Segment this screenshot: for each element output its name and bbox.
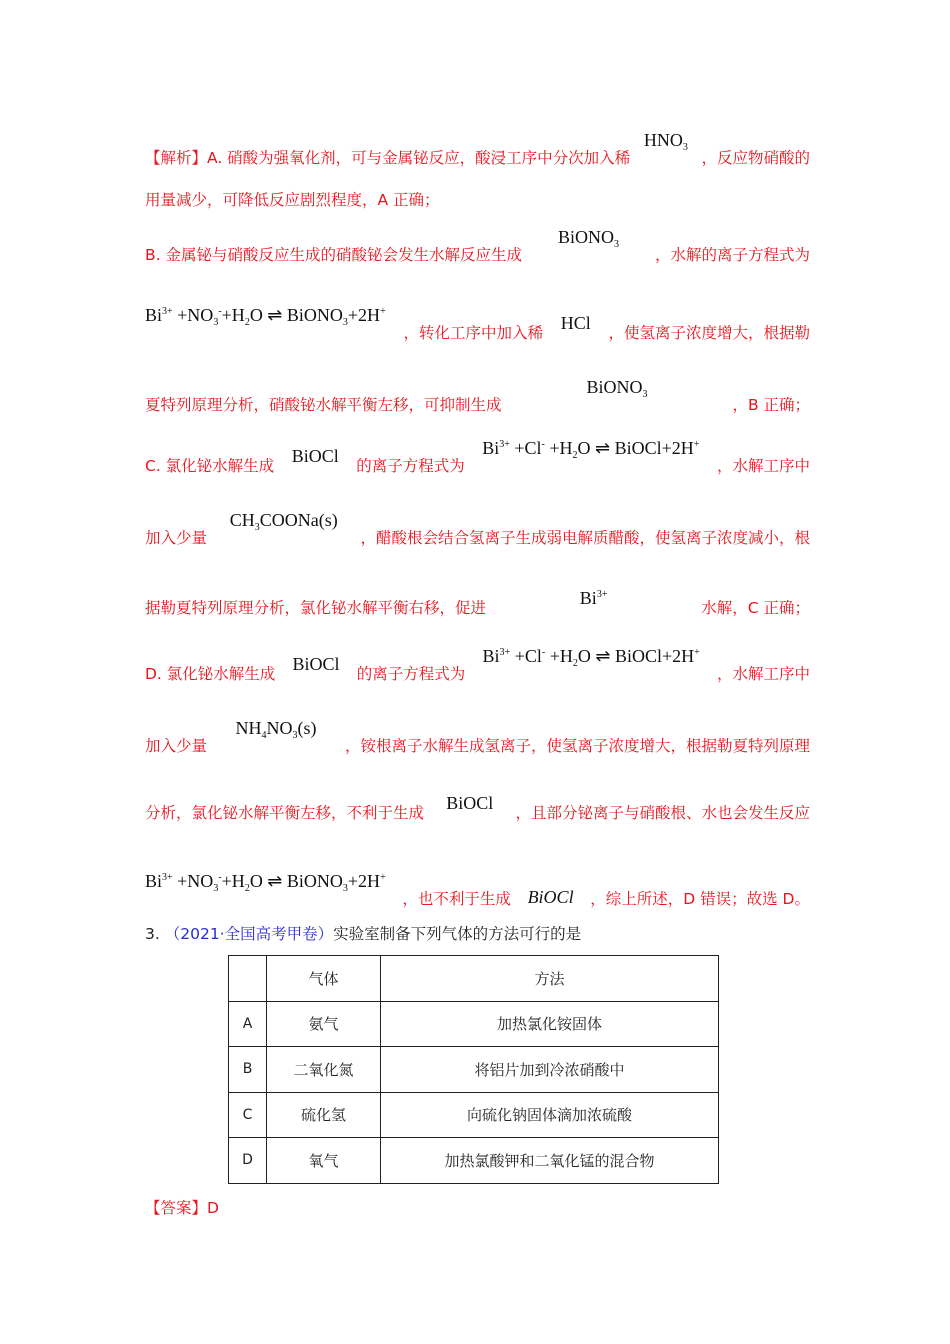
formula-part: 3	[342, 883, 348, 894]
explanation-text: ，水解工序中	[716, 665, 810, 683]
explanation-text: C. 氯化铋水解生成	[145, 457, 275, 475]
chemical-formula	[145, 868, 386, 899]
table-row	[229, 1138, 719, 1184]
question-number: 3.	[145, 925, 160, 943]
explanation-text: 水解，C 正确；	[701, 599, 810, 617]
formula-part: O ⇌ BiOCl+2H	[577, 438, 694, 458]
explanation-line	[145, 227, 810, 265]
explanation-text: 用量减少，可降低反应剧烈程度，A 正确；	[145, 191, 440, 209]
table-row	[229, 1047, 719, 1093]
explanation-text: 夏特列原理分析，硝酸铋水解平衡左移，可抑制生成	[145, 396, 502, 414]
chemical-formula	[483, 643, 700, 674]
question-text: 实验室制备下列气体的方法可行的是	[333, 925, 582, 943]
formula-part: BiOCl	[446, 793, 494, 813]
explanation-text: ，水解工序中	[716, 457, 810, 475]
table-row	[229, 1001, 719, 1047]
table-cell: 加热氯化铵固体	[381, 1001, 719, 1047]
formula-part: +	[380, 872, 386, 883]
table-header-cell: 方法	[381, 956, 719, 1002]
formula-part: HNO	[643, 130, 683, 150]
formula-part: -	[541, 647, 546, 658]
explanation-line	[145, 130, 810, 168]
explanation-line	[145, 377, 810, 415]
formula-part: 2	[244, 883, 250, 894]
chemical-formula	[145, 302, 386, 333]
formula-part: BiONO	[586, 377, 643, 397]
explanation-line	[145, 438, 810, 476]
formula-part: 3+	[162, 872, 173, 883]
formula-part: CH	[229, 510, 255, 530]
table-cell: 硫化氢	[267, 1092, 381, 1138]
formula-part: BiOCl	[292, 654, 340, 674]
formula-part: +H	[545, 646, 573, 666]
chemical-formula	[580, 585, 608, 608]
explanation-text: 的离子方程式为	[356, 457, 465, 475]
formula-part: O ⇌ BiONO	[249, 871, 343, 891]
table-cell: A	[229, 1001, 267, 1047]
formula-part: +H	[221, 305, 245, 325]
formula-part: 3+	[499, 647, 511, 658]
formula-part: BiOCl	[527, 887, 574, 907]
explanation-text: 加入少量	[145, 737, 208, 755]
explanation-text: ，醋酸根会结合氢离子生成弱电解质醋酸，使氢离子浓度减小，根	[360, 529, 810, 547]
formula-part: +	[380, 306, 386, 317]
explanation-line	[145, 646, 810, 684]
formula-part: BiONO	[557, 227, 614, 247]
explanation-text: ，综上所述，D 错误；故选 D。	[590, 890, 810, 908]
formula-part: Bi	[579, 588, 597, 608]
formula-part: 3+	[162, 306, 173, 317]
chemical-formula	[561, 313, 591, 333]
explanation-text: 的离子方程式为	[356, 665, 466, 683]
table-cell: 加热氯酸钾和二氧化锰的混合物	[381, 1138, 719, 1184]
chemical-formula	[292, 446, 339, 466]
formula-part: O ⇌ BiOCl+2H	[577, 646, 695, 666]
explanation-text: ，铵根离子水解生成氢离子，使氢离子浓度增大，根据勒夏特列原理	[344, 737, 810, 755]
formula-part: 3	[642, 389, 648, 400]
formula-part: 4	[261, 730, 267, 741]
formula-part: +H	[221, 871, 245, 891]
explanation-text: 加入少量	[145, 529, 208, 547]
formula-part: Bi	[482, 438, 500, 458]
explanation-line	[145, 510, 810, 548]
formula-part: 3	[292, 730, 298, 741]
explanation-text: D. 氯化铋水解生成	[145, 665, 276, 683]
formula-part: +2H	[347, 305, 381, 325]
table-header-cell: 气体	[267, 956, 381, 1002]
chemical-formula	[482, 435, 699, 466]
formula-part: -	[541, 439, 545, 450]
explanation-text: ，反应物硝酸的	[701, 149, 810, 167]
answer-value: D	[207, 1199, 219, 1217]
formula-part: +H	[544, 438, 573, 458]
formula-part: +	[694, 647, 700, 658]
table-cell: B	[229, 1047, 267, 1093]
table-cell: C	[229, 1092, 267, 1138]
table-cell: 将铝片加到冷浓硝酸中	[381, 1047, 719, 1093]
answer-line	[145, 1198, 810, 1218]
explanation-text: 【解析】A. 硝酸为强氧化剂，可与金属铋反应，酸浸工序中分次加入稀	[145, 149, 631, 167]
explanation-text: ，转化工序中加入稀	[403, 324, 543, 342]
formula-part: +NO	[172, 305, 214, 325]
formula-part: +	[693, 439, 700, 450]
explanation-text: B. 金属铋与硝酸反应生成的硝酸铋会发生水解反应生成	[145, 246, 522, 264]
formula-part: 3	[213, 317, 219, 328]
question-3	[145, 924, 810, 944]
formula-part: (s)	[297, 718, 317, 738]
formula-part: +2H	[347, 871, 381, 891]
table-cell: D	[229, 1138, 267, 1184]
table-cell: 氧气	[267, 1138, 381, 1184]
table-header-row	[229, 956, 719, 1002]
formula-part: 3	[614, 239, 619, 250]
answer-label: 【答案】	[145, 1199, 208, 1217]
explanation-text: ，水解的离子方程式为	[654, 246, 810, 264]
explanation-line	[145, 718, 810, 756]
formula-part: BiOCl	[291, 446, 339, 466]
formula-part: NO	[266, 718, 293, 738]
explanation-text: ，也不利于生成	[402, 890, 511, 908]
formula-part: COONa(s)	[259, 510, 338, 530]
formula-part: -	[218, 306, 222, 317]
formula-part: 3	[682, 142, 688, 153]
explanation-text: ，且部分铋离子与硝酸根、水也会发生反应	[515, 804, 810, 822]
formula-part: 3+	[596, 589, 608, 600]
chemical-formula	[446, 793, 493, 813]
question-source: （2021·全国高考甲卷）	[164, 925, 334, 943]
formula-part: NH	[235, 718, 262, 738]
chemical-formula	[586, 377, 647, 405]
formula-part: 3+	[499, 439, 510, 450]
explanation-text: 据勒夏特列原理分析，氯化铋水解平衡右移，促进	[145, 599, 487, 617]
formula-part: O ⇌ BiONO	[249, 305, 343, 325]
formula-part: 3	[342, 317, 348, 328]
chemical-formula	[230, 510, 338, 538]
chemical-formula	[236, 718, 317, 746]
explanation-text: 分析，氯化铋水解平衡左移，不利于生成	[145, 804, 425, 822]
explanation-line	[145, 588, 810, 618]
formula-part: 3	[213, 883, 219, 894]
chemical-formula	[558, 227, 619, 255]
formula-part: Bi	[145, 871, 163, 891]
explanation-text: ，B 正确；	[732, 396, 810, 414]
explanation-line	[145, 305, 810, 343]
gas-method-table	[228, 955, 719, 1184]
chemical-formula	[528, 887, 574, 907]
formula-part: Bi	[482, 646, 500, 666]
explanation-line	[145, 871, 810, 909]
formula-part: Bi	[145, 305, 163, 325]
formula-part: +NO	[172, 871, 214, 891]
formula-part: 2	[572, 450, 578, 461]
explanation-line	[145, 190, 810, 210]
formula-part: +Cl	[510, 646, 542, 666]
table-header-cell	[229, 956, 267, 1002]
table-row	[229, 1092, 719, 1138]
table-cell: 向硫化钠固体滴加浓硫酸	[381, 1092, 719, 1138]
table-cell: 二氧化氮	[267, 1047, 381, 1093]
chemical-formula	[293, 654, 340, 674]
explanation-text: ，使氢离子浓度增大，根据勒	[608, 324, 810, 342]
formula-part: 3	[254, 522, 260, 533]
formula-part: 2	[244, 317, 250, 328]
explanation-line	[145, 793, 810, 823]
formula-part: +Cl	[509, 438, 542, 458]
formula-part: HCl	[560, 313, 591, 333]
formula-part: 2	[572, 658, 578, 669]
chemical-formula	[644, 130, 688, 158]
table-cell: 氨气	[267, 1001, 381, 1047]
formula-part: -	[218, 872, 222, 883]
